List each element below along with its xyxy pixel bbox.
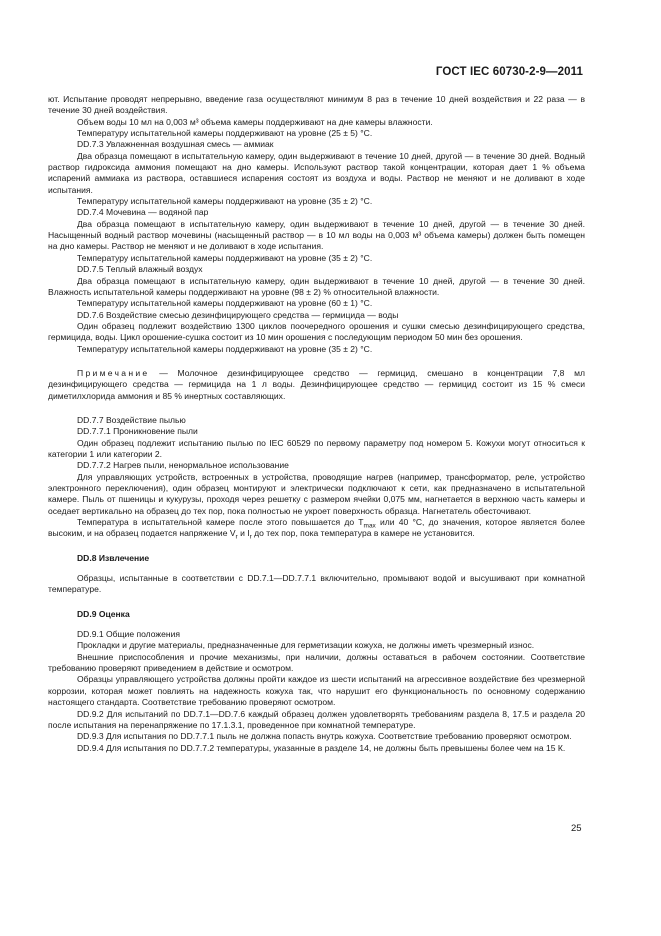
text-run: до тех пор, пока температура в камере не установится. (251, 528, 475, 539)
paragraph: Два образца помещают в испытательную камеру, один выдерживают в течение 10 дней, другой — в течение 30 дней. Влажность испытательной камеры поддерживают на уровне (98 ± 2) % относительной влажности. (48, 275, 585, 297)
paragraph: Два образца помещают в испытательную камеру, один выдерживают в течение 10 дней, другой — в течение 30 дней. Водный раствор гидроксида аммония помещают на дно камеры. Используют раствор такой концентрации, которая дает 1 % объема испарений аммиака из раствора, оставшиеся испарения состоят из воздуха и воды. Раствор не меняют и не доливают в ходе испытания. (48, 150, 585, 195)
note-label: Примечание (77, 367, 150, 378)
section-heading: DD.9 Оценка (77, 608, 130, 619)
note (48, 368, 585, 402)
paragraph (48, 517, 585, 540)
subsection-heading: DD.7.5 Теплый влажный воздух (77, 264, 203, 275)
paragraph: Прокладки и другие материалы, предназначенные для герметизации кожуха, не должны иметь чрезмерный износ. (77, 640, 535, 651)
paragraph: Температуру испытательной камеры поддерживают на уровне (35 ± 2) °С. (77, 343, 373, 354)
paragraph: Один образец подлежит испытанию пылью по IEC 60529 по первому параметру под номером 5. Кожухи могут относиться к категории 1 или категории 2. (48, 437, 585, 459)
paragraph: Два образца помещают в испытательную камеру, один выдерживают в течение 10 дней, другой — в течение 30 дней. Насыщенный водный раствор мочевины (насыщенный раствор — в 10 мл воды на 0,003 м³ объема камеры) должен быть помещен на дно камеры. Раствор не меняют и не доливают в ходе испытания. (48, 218, 585, 252)
subsection-heading: DD.7.7 Воздействие пылью (77, 414, 186, 425)
subsection-heading: DD.7.7.1 Проникновение пыли (77, 426, 198, 437)
subscript: r (235, 534, 238, 542)
subsection-heading: DD.7.3 Увлажненная воздушная смесь — аммиак (77, 139, 274, 150)
text-run: и I (237, 528, 250, 539)
paragraph: Один образец подлежит воздействию 1300 циклов поочередного орошения и сушки смесью дезинфицирующего средства, гермицида, воды. Цикл орошение-сушка состоит из 10 мин орошения с последующим периодом 50 мин без орошения. (48, 320, 585, 343)
page-content (48, 94, 585, 754)
paragraph: Образцы управляющего устройства должны пройти каждое из шести испытаний на агрессивное воздействие без чрезмерной коррозии, которая может повлиять на надежность кожуха так, что нарушит его функциональность по основному содержанию настоящего стандарта. Соответствие требованию проверяют осмотром. (48, 674, 585, 708)
paragraph: Температуру испытательной камеры поддерживают на уровне (35 ± 2) °С. (77, 196, 373, 207)
paragraph: Температуру испытательной камеры поддерживают на уровне (25 ± 5) °С. (77, 128, 373, 139)
paragraph: Внешние приспособления и прочие механизмы, при наличии, должны оставаться в рабочем состоянии. Соответствие требованию проверяют приведением в действие и осмотром. (48, 651, 585, 674)
paragraph: DD.9.3 Для испытания по DD.7.7.1 пыль не должна попасть внутрь кожуха. Соответствие требованию проверяют осмотром. (77, 731, 572, 742)
section-heading: DD.8 Извлечение (77, 552, 150, 563)
paragraph: Объем воды 10 мл на 0,003 м³ объема камеры поддерживают на дне камеры влажности. (77, 116, 433, 127)
subscript: max (363, 522, 376, 530)
paragraph: Температуру испытательной камеры поддерживают на уровне (35 ± 2) °С. (77, 252, 373, 263)
subsection-heading: DD.9.1 Общие положения (77, 629, 180, 640)
paragraph: DD.9.2 Для испытаний по DD.7.1—DD.7.6 каждый образец должен удовлетворять требованиям раздела 8, 17.5 и раздела 20 после испытания на перенапряжение по 17.1.3.1, проведенное при комнатной температуре. (48, 708, 585, 730)
paragraph: Температуру испытательной камеры поддерживают на уровне (60 ± 1) °С. (77, 298, 373, 309)
paragraph: DD.9.4 Для испытания по DD.7.7.2 температуры, указанные в разделе 14, не должны быть превышены более чем на 15 К. (77, 742, 566, 753)
note-text: — Молочное дезинфицирующее средство — гермицид, смешано в концентрации 7,8 мл дезинфицирующего средства — гермицида на 1 л воды. Дезинфицирующее средство — гермицид состоит из 15 % смеси диметилхлорида аммония и 85 % инертных составляющих. (48, 367, 586, 401)
subsection-heading: DD.7.4 Мочевина — водяной пар (77, 207, 209, 218)
subsection-heading: DD.7.6 Воздействие смесью дезинфицирующего средства — гермицида — воды (77, 309, 399, 320)
subscript: r (249, 534, 252, 542)
paragraph: ют. Испытание проводят непрерывно, введение газа осуществляют минимум 8 раз в течение 10 дней воздействия и 22 раза — в течение 30 дней воздействия. (48, 94, 585, 116)
document-header: ГОСТ IEC 60730-2-9—2011 (435, 66, 583, 78)
subsection-heading: DD.7.7.2 Нагрев пыли, ненормальное использование (77, 460, 289, 471)
paragraph: Образцы, испытанные в соответствии с DD.7.1—DD.7.7.1 включительно, промывают водой и высушивают при комнатной температуре. (48, 573, 585, 595)
page-number: 25 (571, 823, 582, 834)
text-run: Температура в испытательной камере после этого повышается до T (77, 517, 364, 528)
text-run: или 40 °С, до значения, которое является более высоким, и на образец подается напряжение V (48, 517, 585, 539)
paragraph: Для управляющих устройств, встроенных в устройства, проводящие нагрев (например, трансформатор, реле, устройство электронного переключения), один образец монтируют и электрически подключают к сети, как предназначено в испытательной камере. Пыль от пшеницы и кукурузы, проходя через решетку с размером ячейки 0,075 мм, нагнетается в верхнюю часть камеры и оседает вертикально на образец до тех пор, пока полностью не укроет поверхность образца. Нагнетатель обесточивают. (48, 471, 585, 516)
